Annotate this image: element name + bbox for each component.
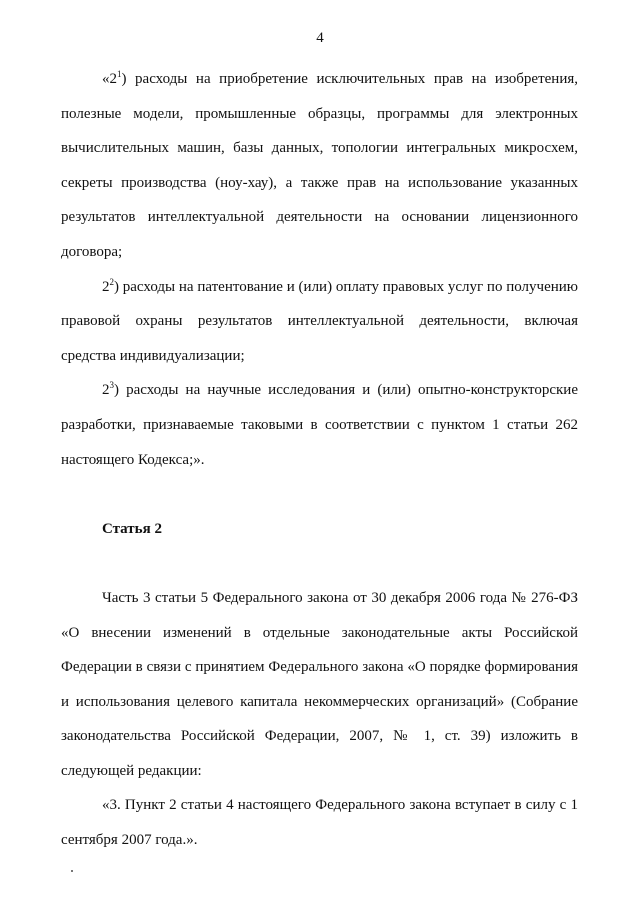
item-superscript: 2	[109, 276, 114, 287]
paragraph-expenses-exclusive-rights	[61, 62, 578, 270]
paragraph-expenses-research	[61, 373, 578, 477]
item-superscript: 1	[117, 69, 122, 79]
paragraph-effective-date: «3. Пункт 2 статьи 4 настоящего Федерального закона вступает в силу с 1 сентября 2007 года.».	[61, 797, 578, 849]
document-body	[61, 62, 578, 858]
page-number: 4	[316, 30, 324, 46]
paragraph-amendment: Часть 3 статьи 5 Федерального закона от 30 декабря 2006 года № 276-ФЗ «О внесении изменений в отдельные законодательные акты Российской Федерации в связи с принятием Федерального закона «О порядке формирования и использования целевого капитала некоммерческих организаций» (Собрание законодательства Российской Федерации, 2007, № 1, ст. 39) изложить в следующей редакции:	[61, 589, 578, 779]
item-number: «2	[102, 71, 117, 87]
item-text: ) расходы на приобретение исключительных прав на изобретения, полезные модели, промышленные образцы, программы для электронных вычислительных машин, базы данных, топологии интегральных микросхем, секреты производства (ноу-хау), а также прав на использование указанных результатов интеллектуальной деятельности на основании лицензионного договора;	[61, 71, 578, 260]
scan-speck	[71, 870, 73, 872]
paragraph-expenses-patenting	[61, 270, 578, 374]
item-text: ) расходы на патентование и (или) оплату правовых услуг по получению правовой охраны результатов интеллектуальной деятельности, включая средства индивидуализации;	[61, 278, 578, 364]
article-heading: Статья 2	[102, 520, 162, 537]
item-number: 2	[102, 382, 110, 399]
spacer	[61, 546, 578, 581]
spacer	[61, 477, 578, 512]
item-number: 2	[102, 278, 110, 295]
item-superscript: 3	[109, 380, 114, 391]
item-text: ) расходы на научные исследования и (или) опытно-конструкторские разработки, признаваемые таковыми в соответствии с пунктом 1 статьи 262 настоящего Кодекса;».	[61, 382, 578, 468]
